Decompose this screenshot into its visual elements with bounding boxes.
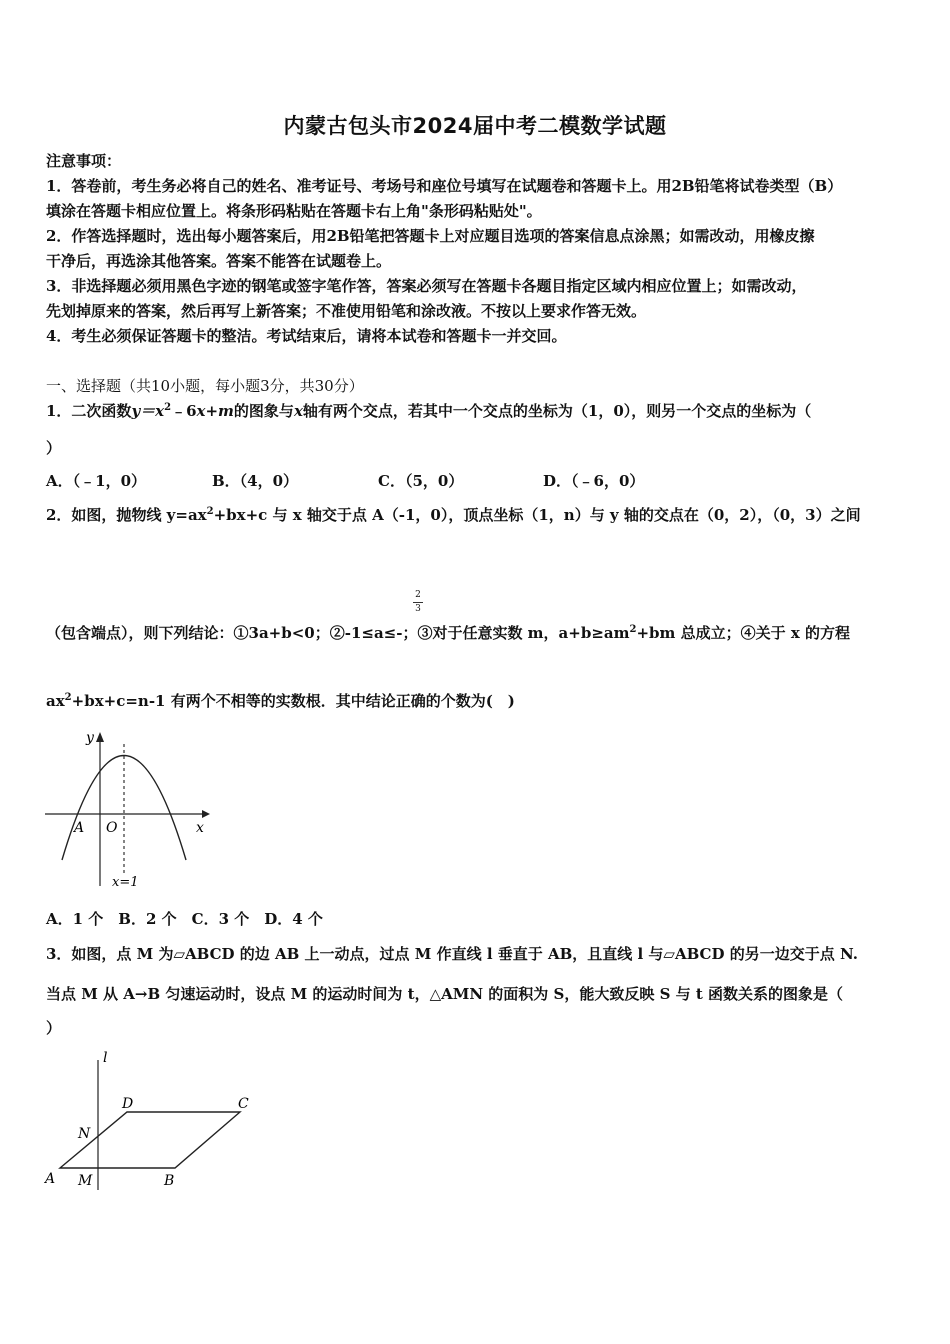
option-c: C．（5，0） xyxy=(378,472,464,490)
parallelogram-figure xyxy=(40,1048,265,1193)
notice-line: 2．作答选择题时，选出每小题答案后，用2B铅笔把答题卡上对应题目选项的答案信息点涂黑；如需改动，用橡皮擦 xyxy=(46,227,815,245)
notice-line: 干净后，再选涂其他答案。答案不能答在试题卷上。 xyxy=(46,252,392,270)
question-2-options: A．1 个 B．2 个 C．3 个 D．4 个 xyxy=(46,910,323,928)
vertex-d-label: D xyxy=(122,1096,134,1112)
point-a-label: A xyxy=(74,820,85,836)
question-2-line-3: $ax^2+bx+c=n-1$ 有两个不相等的实数根．其中结论正确的个数为( ) xyxy=(46,692,515,710)
question-2-line-2: （包含端点），则下列结论：①3a+b<0；②-1≤a≤-；③对于任意实数 m，$a+b\ge am^2+bm$ 总成立；④关于 x 的方程 xyxy=(46,624,851,642)
y-axis-arrow-icon xyxy=(96,732,104,742)
notice-line: 1．答卷前，考生务必将自己的姓名、准考证号、考场号和座位号填写在试题卷和答题卡上。用2B铅笔将试卷类型（B） xyxy=(46,177,843,195)
line-l-label: l xyxy=(103,1050,108,1066)
notice-heading: 注意事项： xyxy=(46,152,122,170)
origin-label: O xyxy=(106,820,118,836)
x-label: x xyxy=(196,820,204,836)
parabola-curve xyxy=(62,756,186,861)
vertex-a-label: A xyxy=(45,1171,56,1187)
question-3-line-2: 当点 M 从 A→B 匀速运动时，设点 M 的运动时间为 t，△AMN 的面积为 S，能大致反映 S 与 t 函数关系的图象是（ xyxy=(46,985,843,1003)
notice-line: 填涂在答题卡相应位置上。将条形码粘贴在答题卡右上角"条形码粘贴处"。 xyxy=(46,202,542,220)
question-3-close: ） xyxy=(46,1019,62,1037)
notice-line: 4．考生必须保证答题卡的整洁。考试结束后，请将本试卷和答题卡一并交回。 xyxy=(46,327,567,345)
question-3-line-1: 3．如图，点 M 为▱ABCD 的边 AB 上一动点，过点 M 作直线 l 垂直于 AB，且直线 l 与▱ABCD 的另一边交于点 N. xyxy=(46,945,858,963)
notice-line: 先划掉原来的答案，然后再写上新答案；不准使用铅笔和涂改液。不按以上要求作答无效。 xyxy=(46,302,647,320)
vertex-b-label: B xyxy=(164,1173,175,1189)
question-2-line-1: 2．如图，抛物线 $y=ax^2+bx+c$ 与 x 轴交于点 A（-1，0），顶点坐标（1，n）与 y 轴的交点在（0，2），（0，3）之间 xyxy=(46,506,861,524)
option-a: A．（﹣1，0） xyxy=(46,472,147,490)
page-title: 内蒙古包头市2024届中考二模数学试题 xyxy=(283,114,667,138)
fraction-two-thirds: 2 3 xyxy=(413,590,423,615)
y-label: y xyxy=(86,730,94,746)
option-b: B．（4，0） xyxy=(212,472,299,490)
symmetry-label: x=1 xyxy=(112,875,139,890)
question-1-close: ） xyxy=(46,439,62,457)
parabola-figure xyxy=(40,726,215,891)
point-m-label: M xyxy=(78,1173,93,1189)
option-d: D．（﹣6，0） xyxy=(543,472,645,490)
point-n-label: N xyxy=(78,1126,91,1142)
notice-line: 3．非选择题必须用黑色字迹的钢笔或签字笔作答，答案必须写在答题卡各题目指定区域内相应位置上；如需改动， xyxy=(46,277,807,295)
vertex-c-label: C xyxy=(238,1096,249,1112)
x-axis-arrow-icon xyxy=(202,810,210,818)
question-1-text: 1．二次函数$y=x^2﹣6x+m$的图象与x轴有两个交点，若其中一个交点的坐标为（1，0），则另一个交点的坐标为（ xyxy=(46,402,812,420)
section-heading: 一、选择题（共10小题，每小题3分，共30分） xyxy=(46,377,364,395)
